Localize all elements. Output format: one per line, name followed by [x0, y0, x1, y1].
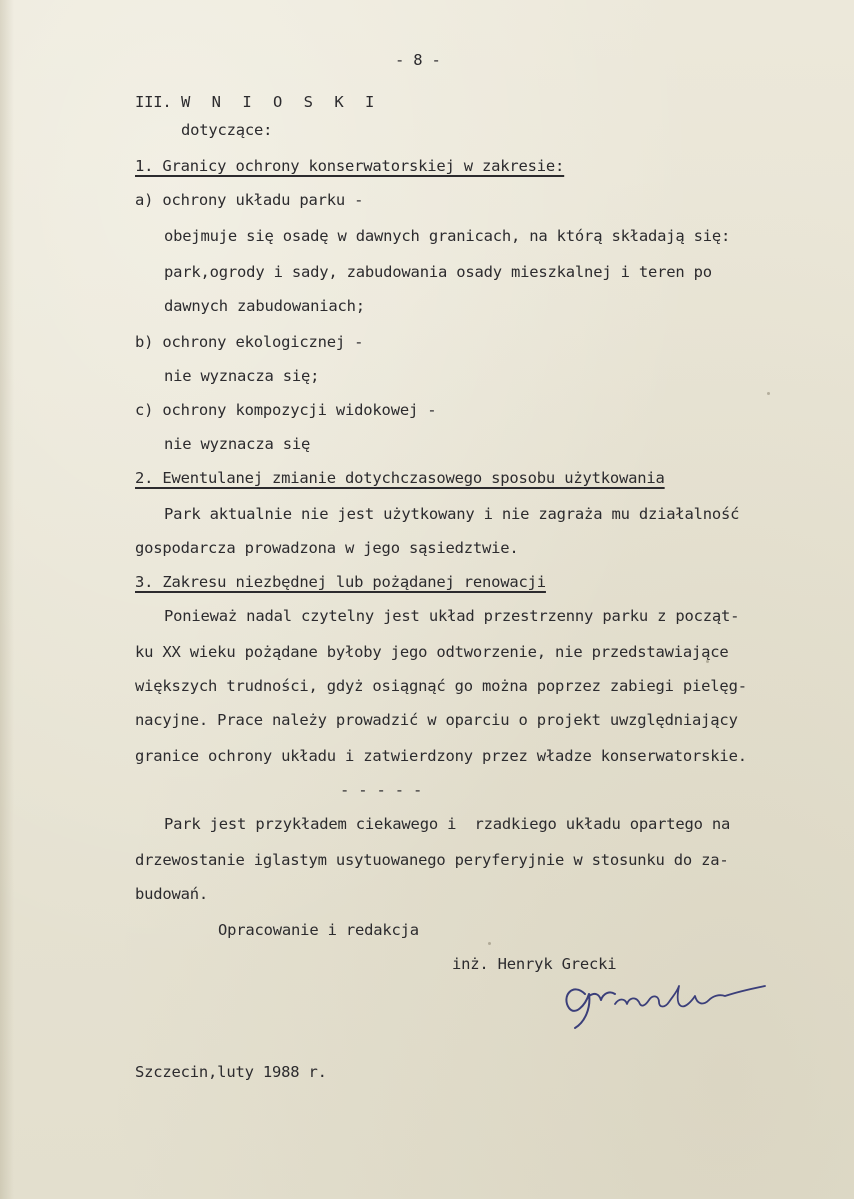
separator: - - - - - — [340, 781, 423, 799]
section-1-line: nie wyznacza się — [164, 435, 311, 453]
paper-speck — [706, 660, 709, 663]
page-number: - 8 - — [395, 51, 441, 69]
section-2-title: 2. Ewentulanej zmianie dotychczasowego sposobu użytkowania — [135, 469, 665, 487]
section-2-line: Park aktualnie nie jest użytkowany i nie zagraża mu działalność — [164, 505, 740, 523]
section-3-title: 3. Zakresu niezbędnej lub pożądanej renowacji — [135, 573, 546, 591]
handwritten-signature — [555, 972, 790, 1032]
section-3-line: Ponieważ nadal czytelny jest układ przestrzenny parku z począt- — [164, 607, 740, 625]
closing-line: budowań. — [135, 885, 209, 903]
closing-line: Park jest przykładem ciekawego i rzadkiego układu opartego na — [164, 815, 731, 833]
section-heading-roman: III. — [135, 93, 172, 111]
section-1-line: c) ochrony kompozycji widokowej - — [135, 401, 437, 419]
credits-label: Opracowanie i redakcja — [218, 921, 419, 939]
section-2-line: gospodarcza prowadzona w jego sąsiedztwie. — [135, 539, 519, 557]
section-3-line: nacyjne. Prace należy prowadzić w oparciu o projekt uwzględniający — [135, 711, 738, 729]
section-1-line: b) ochrony ekologicznej - — [135, 333, 364, 351]
section-3-line: ku XX wieku pożądane byłoby jego odtworzenie, nie przedstawiające — [135, 643, 729, 661]
section-1-line: obejmuje się osadę w dawnych granicach, na którą składają się: — [164, 227, 731, 245]
section-heading-subtitle: dotyczące: — [181, 121, 273, 139]
place-date: Szczecin,luty 1988 r. — [135, 1063, 327, 1081]
section-1-line: park,ogrody i sady, zabudowania osady mieszkalnej i teren po — [164, 263, 712, 281]
section-1-line: dawnych zabudowaniach; — [164, 297, 365, 315]
section-3-line: granice ochrony układu i zatwierdzony przez władze konserwatorskie. — [135, 747, 747, 765]
paper-speck — [488, 942, 491, 945]
paper-speck — [767, 392, 770, 395]
section-1-line: nie wyznacza się; — [164, 367, 320, 385]
section-3-line: większych trudności, gdyż osiągnąć go można poprzez zabiegi pielęg- — [135, 677, 747, 695]
section-1-line: a) ochrony układu parku - — [135, 191, 364, 209]
author-name: inż. Henryk Grecki — [452, 955, 617, 973]
section-1-title: 1. Granicy ochrony konserwatorskiej w zakresie: — [135, 157, 565, 175]
section-heading-title: W N I O S K I — [181, 93, 381, 111]
closing-line: drzewostanie iglastym usytuowanego peryferyjnie w stosunku do za- — [135, 851, 729, 869]
